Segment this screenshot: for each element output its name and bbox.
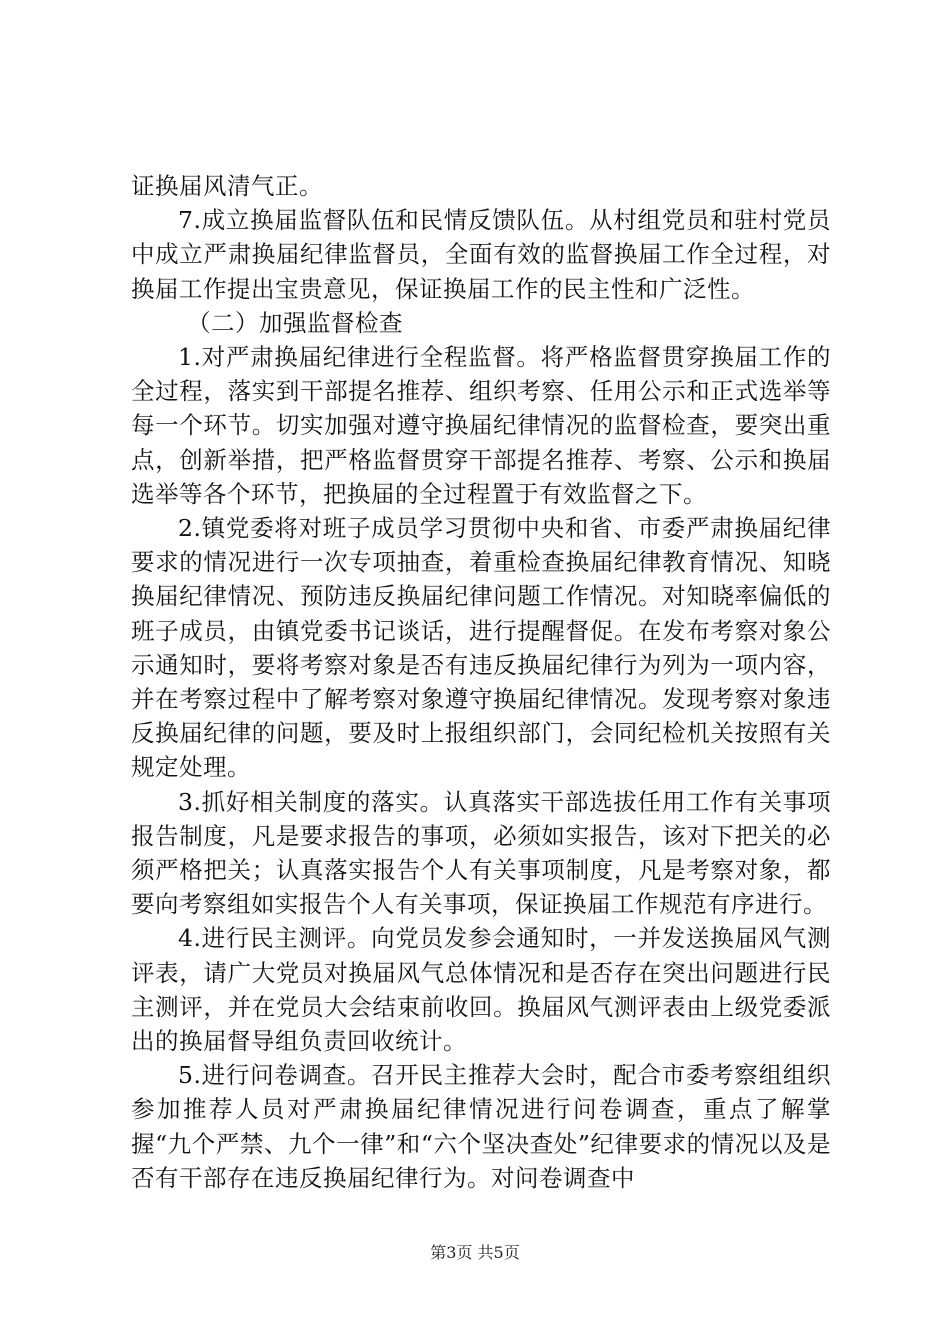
paragraph-item-3: 3.抓好相关制度的落实。认真落实干部选拔任用工作有关事项报告制度，凡是要求报告的事项，必须如实报告，该对下把关的必须严格把关；认真落实报告个人有关事项制度，凡是考察对象，都要向考察组如实报告个人有关事项，保证换届工作规范有序进行。: [131, 787, 831, 919]
paragraph-continuation: 证换届风清气正。: [131, 172, 323, 200]
document-body: [131, 169, 831, 1195]
paragraph-item-1: 1.对严肃换届纪律进行全程监督。将严格监督贯穿换届工作的全过程，落实到干部提名推荐、组织考察、任用公示和正式选举等每一个环节。切实加强对遵守换届纪律情况的监督检查，要突出重点，创新举措，把严格监督贯穿干部提名推荐、考察、公示和换届选举等各个环节，把换届的全过程置于有效监督之下。: [131, 343, 831, 508]
paragraph-item-2: 2.镇党委将对班子成员学习贯彻中央和省、市委严肃换届纪律要求的情况进行一次专项抽查，着重检查换届纪律教育情况、知晓换届纪律情况、预防违反换届纪律问题工作情况。对知晓率偏低的班子成员，由镇党委书记谈话，进行提醒督促。在发布考察对象公示通知时，要将考察对象是否有违反换届纪律行为列为一项内容，并在考察过程中了解考察对象遵守换届纪律情况。发现考察对象违反换届纪律的问题，要及时上报组织部门，会同纪检机关按照有关规定处理。: [131, 514, 831, 782]
paragraph-item-7: 7.成立换届监督队伍和民情反馈队伍。从村组党员和驻村党员中成立严肃换届纪律监督员，全面有效的监督换届工作全过程，对换届工作提出宝贵意见，保证换届工作的民主性和广泛性。: [131, 206, 831, 303]
page-footer: 第3页 共5页: [430, 1243, 520, 1262]
paragraph-item-4: 4.进行民主测评。向党员发参会通知时，一并发送换届风气测评表，请广大党员对换届风气总体情况和是否存在突出问题进行民主测评，并在党员大会结束前收回。换届风气测评表由上级党委派出的换届督导组负责回收统计。: [131, 924, 831, 1056]
section-heading: （二）加强监督检查: [187, 308, 403, 337]
paragraph-item-5: 5.进行问卷调查。召开民主推荐大会时，配合市委考察组组织参加推荐人员对严肃换届纪律情况进行问卷调查，重点了解掌握“九个严禁、九个一律”和“六个坚决查处”纪律要求的情况以及是否有干部存在违反换届纪律行为。对问卷调查中: [131, 1061, 831, 1192]
